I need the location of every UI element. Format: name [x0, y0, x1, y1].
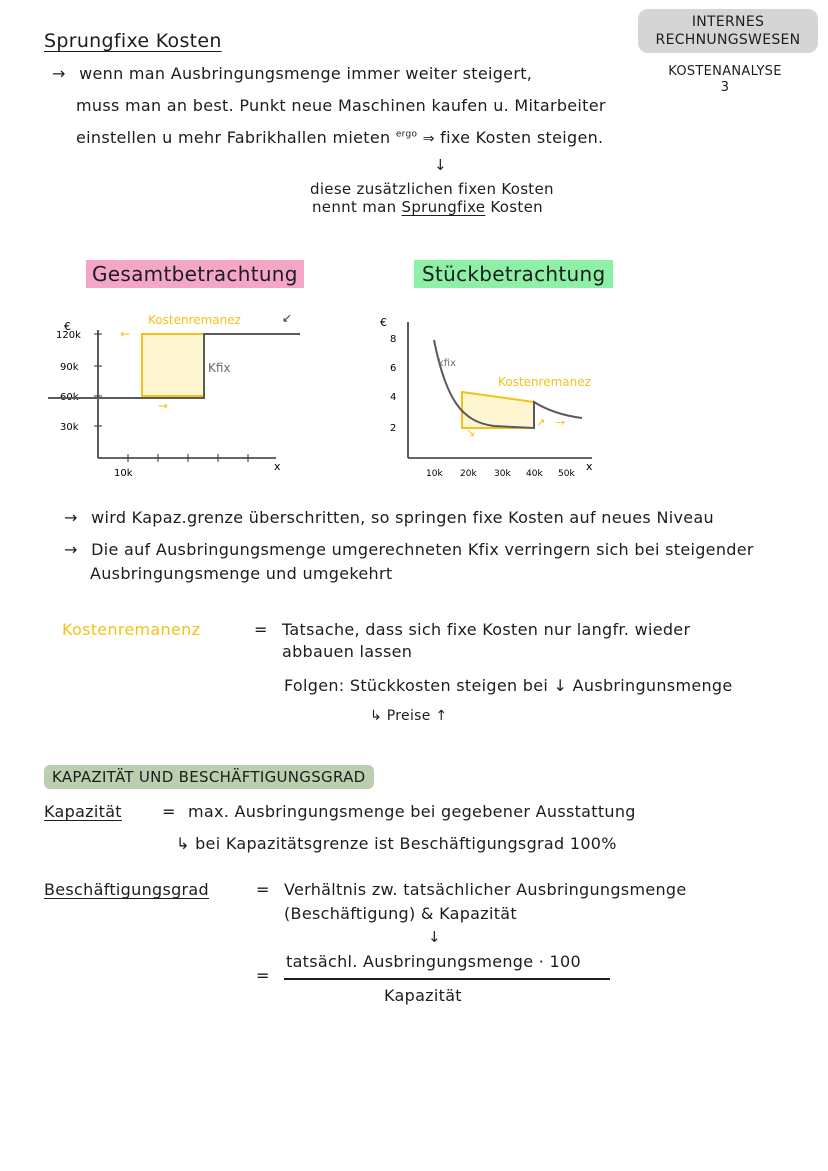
- bullet-2: [64, 540, 754, 559]
- intro-line-3: [76, 128, 603, 147]
- remanence-label: Kostenremanez: [498, 375, 591, 389]
- x-tick-50k: 50k: [558, 469, 575, 479]
- remanence-def-1: Tatsache, dass sich fixe Kosten nur langfr. wieder: [282, 620, 691, 639]
- fraction-denominator: Kapazität: [384, 986, 462, 1005]
- remanence-area: [462, 392, 534, 428]
- arrow-left-icon: ←: [120, 327, 131, 341]
- bullet-1: [64, 508, 714, 527]
- remanence-term: Kostenremanenz: [62, 620, 201, 639]
- ergo-arrow-icon: ⇒: [422, 131, 435, 147]
- bullet-2-text: Die auf Ausbringungsmenge umgerechneten Kfix verringern sich bei steigender: [91, 540, 754, 559]
- intro-line-1: [52, 64, 532, 83]
- x-unit: x: [274, 460, 281, 473]
- bullet-arrow: →: [64, 508, 78, 527]
- kfix-label: kfix: [438, 358, 457, 369]
- chart-title-unit: Stückbetrachtung: [414, 262, 613, 286]
- chart-title-total: Gesamtbetrachtung: [86, 262, 304, 286]
- capacity-eq: =: [162, 802, 176, 821]
- employment-rate-eq: =: [256, 880, 270, 899]
- x-tick-40k: 40k: [526, 469, 543, 479]
- x-tick-10k: 10k: [114, 468, 133, 479]
- intro-text-3b: fixe Kosten steigen.: [440, 128, 604, 147]
- employment-rate-def-2: (Beschäftigung) & Kapazität: [284, 904, 517, 923]
- remanence-consequence: Folgen: Stückkosten steigen bei ↓ Ausbringunsmenge: [284, 676, 733, 695]
- remanence-area: [142, 334, 204, 396]
- capacity-term: Kapazität: [44, 802, 122, 821]
- conclusion-text-a: nennt man: [312, 198, 397, 216]
- conclusion-term: Sprungfixe: [401, 198, 486, 216]
- y-unit: €: [380, 316, 387, 329]
- y-tick-8: 8: [390, 334, 397, 345]
- subtopic-label: [650, 64, 800, 96]
- y-tick-60k: 60k: [60, 392, 79, 403]
- capacity-note: ↳ bei Kapazitätsgrenze ist Beschäftigungsgrad 100%: [176, 834, 617, 853]
- remanence-def-2: abbauen lassen: [282, 642, 413, 661]
- x-tick-20k: 20k: [460, 469, 477, 479]
- down-arrow-icon: ↓: [428, 928, 441, 946]
- arrow-right-icon: →: [556, 416, 566, 429]
- remanence-eq: =: [254, 620, 268, 639]
- fraction-bar: [284, 978, 610, 980]
- y-tick-30k: 30k: [60, 422, 79, 433]
- x-tick-10k: 10k: [426, 469, 443, 479]
- section-heading: KAPAZITÄT UND BESCHÄFTIGUNGSGRAD: [44, 768, 374, 786]
- subtopic-line2: 3: [720, 80, 730, 95]
- employment-rate-def-1: Verhältnis zw. tatsächlicher Ausbringungsmenge: [284, 880, 687, 899]
- subtopic-line1: KOSTENANALYSE: [668, 64, 782, 79]
- fraction-eq: =: [256, 966, 270, 985]
- x-unit: x: [586, 460, 593, 473]
- y-unit: €: [64, 320, 71, 333]
- chart-unit-costs: [376, 300, 606, 480]
- y-tick-6: 6: [390, 363, 397, 374]
- pointer-arrow-icon: ↙: [282, 311, 293, 325]
- bullet-arrow: →: [64, 540, 78, 559]
- employment-rate-term: Beschäftigungsgrad: [44, 880, 209, 899]
- kfix-label: Kfix: [208, 361, 231, 375]
- page-title: Sprungfixe Kosten: [44, 30, 222, 52]
- y-tick-2: 2: [390, 423, 397, 434]
- conclusion-line-2: [312, 198, 543, 216]
- y-tick-90k: 90k: [60, 362, 79, 373]
- y-tick-120k: 120k: [56, 330, 81, 341]
- bullet-arrow: →: [52, 64, 66, 83]
- arrow-right-icon: ↘: [466, 426, 476, 439]
- capacity-def: max. Ausbringungsmenge bei gegebener Ausstattung: [188, 802, 636, 821]
- conclusion-line-1: diese zusätzlichen fixen Kosten: [310, 180, 554, 198]
- topic-tag-line2: RECHNUNGSWESEN: [655, 32, 801, 48]
- x-tick-30k: 30k: [494, 469, 511, 479]
- conclusion-text-b: Kosten: [490, 198, 543, 216]
- intro-line-2: muss man an best. Punkt neue Maschinen kaufen u. Mitarbeiter: [76, 96, 606, 115]
- intro-text-3a: einstellen u mehr Fabrikhallen mieten: [76, 128, 391, 147]
- ergo-label: ergo: [395, 129, 418, 140]
- chart-total-costs: [48, 300, 338, 480]
- y-tick-4: 4: [390, 392, 397, 403]
- topic-tag-line1: INTERNES: [691, 14, 765, 30]
- fraction-numerator: tatsächl. Ausbringungsmenge · 100: [286, 952, 581, 971]
- arrow-up-icon: ↗: [536, 416, 546, 429]
- bullet-1-text: wird Kapaz.grenze überschritten, so springen fixe Kosten auf neues Niveau: [91, 508, 714, 527]
- intro-text-1: wenn man Ausbringungsmenge immer weiter steigert,: [79, 64, 533, 83]
- down-arrow-icon: ↓: [434, 156, 447, 174]
- bullet-2-cont: Ausbringungsmenge und umgekehrt: [90, 564, 393, 583]
- price-consequence: ↳ Preise ↑: [370, 708, 448, 724]
- arrow-right-icon: →: [158, 399, 169, 413]
- remanence-label: Kostenremanez: [148, 313, 241, 327]
- topic-tag: [638, 9, 818, 53]
